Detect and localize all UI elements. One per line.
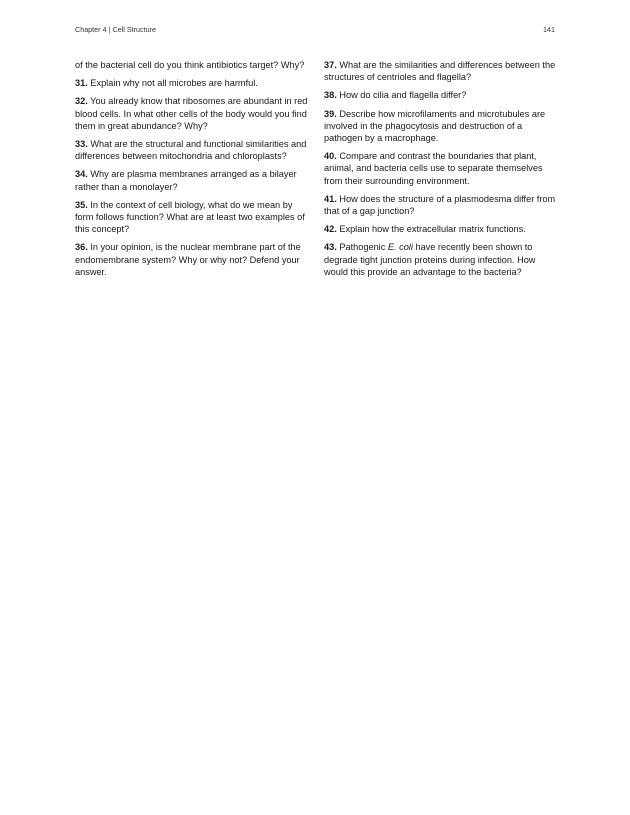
- question-41: [324, 193, 560, 217]
- question-number: 36.: [75, 242, 88, 253]
- question-text: Explain how the extracellular matrix functions.: [339, 224, 526, 235]
- question-38: [324, 89, 560, 101]
- question-number: 35.: [75, 199, 88, 210]
- question-text-before: Pathogenic: [339, 242, 388, 253]
- question-number: 39.: [324, 108, 337, 119]
- question-text: Why are plasma membranes arranged as a bilayer rather than a monolayer?: [75, 169, 297, 192]
- question-number: 43.: [324, 242, 337, 253]
- question-text: In your opinion, is the nuclear membrane part of the endomembrane system? Why or why not? Defend your answer.: [75, 242, 301, 277]
- question-32: [75, 95, 312, 132]
- organism-name-italic: E. coli: [387, 242, 413, 253]
- question-text: Explain why not all microbes are harmful.: [90, 78, 258, 89]
- page-number: 141: [543, 25, 555, 34]
- continuation-text: of the bacterial cell do you think antibiotics target? Why?: [75, 60, 305, 70]
- question-text: How do cilia and flagella differ?: [339, 90, 467, 101]
- question-31: [75, 77, 312, 89]
- question-number: 37.: [324, 60, 337, 70]
- question-number: 32.: [75, 96, 88, 107]
- question-34: [75, 168, 312, 192]
- question-text: In the context of cell biology, what do we mean by form follows function? What are at least two examples of this concept?: [75, 199, 305, 235]
- question-number: 38.: [324, 90, 337, 101]
- section-title: Cell Structure: [112, 25, 156, 34]
- right-column: [324, 59, 560, 284]
- question-number: 42.: [324, 224, 337, 235]
- question-number: 34.: [75, 169, 88, 180]
- question-33: [75, 138, 312, 162]
- question-number: 31.: [75, 78, 88, 89]
- question-text-after: have recently been shown to degrade tight junction proteins during infection. How would this provide an advantage to the bacteria?: [324, 242, 536, 277]
- question-text: What are the structural and functional similarities and differences between mitochondria and chloroplasts?: [75, 139, 307, 162]
- question-text: Describe how microfilaments and microtubules are involved in the phagocytosis and destruction of a pathogen by a macrophage.: [324, 108, 546, 144]
- question-37: [324, 59, 560, 83]
- question-39: [324, 108, 560, 145]
- page-header: [75, 25, 555, 37]
- question-number: 40.: [324, 151, 337, 162]
- question-text: What are the similarities and differences between the structures of centrioles and flagella?: [324, 60, 556, 83]
- question-text: Compare and contrast the boundaries that plant, animal, and bacteria cells use to separate themselves from their surrounding environment.: [324, 151, 543, 186]
- question-text: You already know that ribosomes are abundant in red blood cells. In what other cells of the body would you find them in great abundance? Why?: [75, 96, 308, 131]
- question-42: [324, 223, 560, 235]
- running-head: [75, 25, 156, 34]
- left-column: [75, 59, 312, 284]
- question-43: [324, 241, 560, 278]
- question-40: [324, 150, 560, 187]
- question-text: How does the structure of a plasmodesma differ from that of a gap junction?: [324, 193, 556, 217]
- question-number: 41.: [324, 193, 337, 204]
- question-35: [75, 199, 312, 236]
- question-number: 33.: [75, 139, 88, 150]
- chapter-label: Chapter 4: [75, 25, 107, 34]
- question-36: [75, 241, 312, 278]
- header-separator: |: [108, 25, 111, 34]
